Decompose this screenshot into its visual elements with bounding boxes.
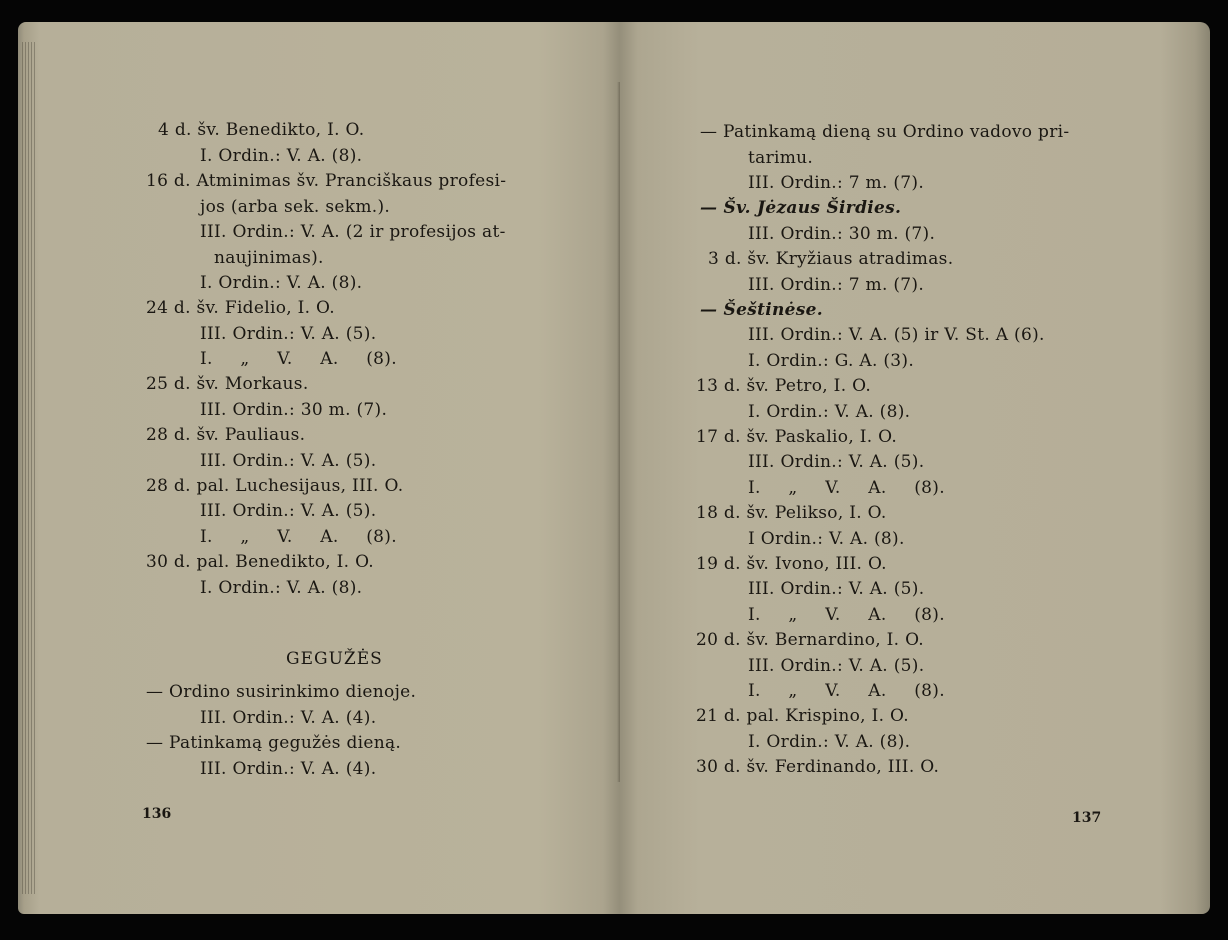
entry-line: III. Ordin.: V. A. (5). (200, 501, 377, 521)
entry-line: III. Ordin.: 7 m. (7). (748, 275, 925, 295)
left-page (18, 22, 620, 914)
entry-line: 3 d. šv. Kryžiaus atradimas. (708, 249, 954, 269)
entry-line: 17 d. šv. Paskalio, I. O. (696, 427, 898, 447)
entry-line: tarimu. (748, 148, 814, 168)
right-page (620, 22, 1210, 914)
entry-line: I. „ V. A. (8). (748, 478, 945, 498)
page-edges (22, 42, 36, 894)
entry-line: naujinimas). (214, 248, 324, 268)
entry-line: 19 d. šv. Ivono, III. O. (696, 554, 887, 574)
entry-line: I. Ordin.: V. A. (8). (200, 146, 363, 166)
entry-line: III. Ordin.: V. A. (4). (200, 708, 377, 728)
entry-line: III. Ordin.: 30 m. (7). (200, 400, 388, 420)
section-heading: GEGUŽĖS (286, 649, 383, 669)
entry-line: I. „ V. A. (8). (200, 527, 397, 547)
book-spread (18, 22, 1210, 914)
entry-line: — Šv. Jėzaus Širdies. (700, 198, 902, 218)
page-number: 136 (142, 806, 172, 822)
entry-line: 28 d. pal. Luchesijaus, III. O. (146, 476, 404, 496)
entry-line: I. „ V. A. (8). (748, 605, 945, 625)
entry-line: 25 d. šv. Morkaus. (146, 374, 309, 394)
entry-line: — Patinkamą gegužės dieną. (146, 733, 402, 753)
entry-line: III. Ordin.: V. A. (5). (748, 579, 925, 599)
entry-line: 13 d. šv. Petro, I. O. (696, 376, 872, 396)
entry-line: III. Ordin.: V. A. (5). (200, 451, 377, 471)
entry-line: — Patinkamą dieną su Ordino vadovo pri- (700, 122, 1070, 142)
entry-line: I. Ordin.: V. A. (8). (200, 578, 363, 598)
entry-line: III. Ordin.: V. A. (4). (200, 759, 377, 779)
entry-line: III. Ordin.: V. A. (5). (200, 324, 377, 344)
entry-line: 16 d. Atminimas šv. Pranciškaus profesi- (146, 171, 507, 191)
entry-line: I. Ordin.: G. A. (3). (748, 351, 915, 371)
entry-line: — Ordino susirinkimo dienoje. (146, 682, 417, 702)
entry-line: III. Ordin.: V. A. (5) ir V. St. A (6). (748, 325, 1045, 345)
entry-line: 30 d. šv. Ferdinando, III. O. (696, 757, 940, 777)
entry-line: III. Ordin.: 7 m. (7). (748, 173, 925, 193)
entry-line: — Šeštinėse. (700, 300, 823, 320)
entry-line: jos (arba sek. sekm.). (200, 197, 391, 217)
entry-line: 4 d. šv. Benedikto, I. O. (158, 120, 365, 140)
entry-line: III. Ordin.: 30 m. (7). (748, 224, 936, 244)
entry-line: 18 d. šv. Pelikso, I. O. (696, 503, 887, 523)
entry-line: III. Ordin.: V. A. (5). (748, 656, 925, 676)
page-number: 137 (1072, 810, 1102, 826)
entry-line: III. Ordin.: V. A. (2 ir profesijos at- (200, 222, 506, 242)
entry-line: III. Ordin.: V. A. (5). (748, 452, 925, 472)
entry-line: I. Ordin.: V. A. (8). (200, 273, 363, 293)
entry-line: 28 d. šv. Pauliaus. (146, 425, 306, 445)
entry-line: I. Ordin.: V. A. (8). (748, 732, 911, 752)
entry-line: 20 d. šv. Bernardino, I. O. (696, 630, 925, 650)
entry-line: 24 d. šv. Fidelio, I. O. (146, 298, 336, 318)
entry-line: I. Ordin.: V. A. (8). (748, 402, 911, 422)
entry-line: 30 d. pal. Benedikto, I. O. (146, 552, 375, 572)
entry-line: I. „ V. A. (8). (748, 681, 945, 701)
entry-line: 21 d. pal. Krispino, I. O. (696, 706, 909, 726)
entry-line: I. „ V. A. (8). (200, 349, 397, 369)
entry-line: I Ordin.: V. A. (8). (748, 529, 905, 549)
